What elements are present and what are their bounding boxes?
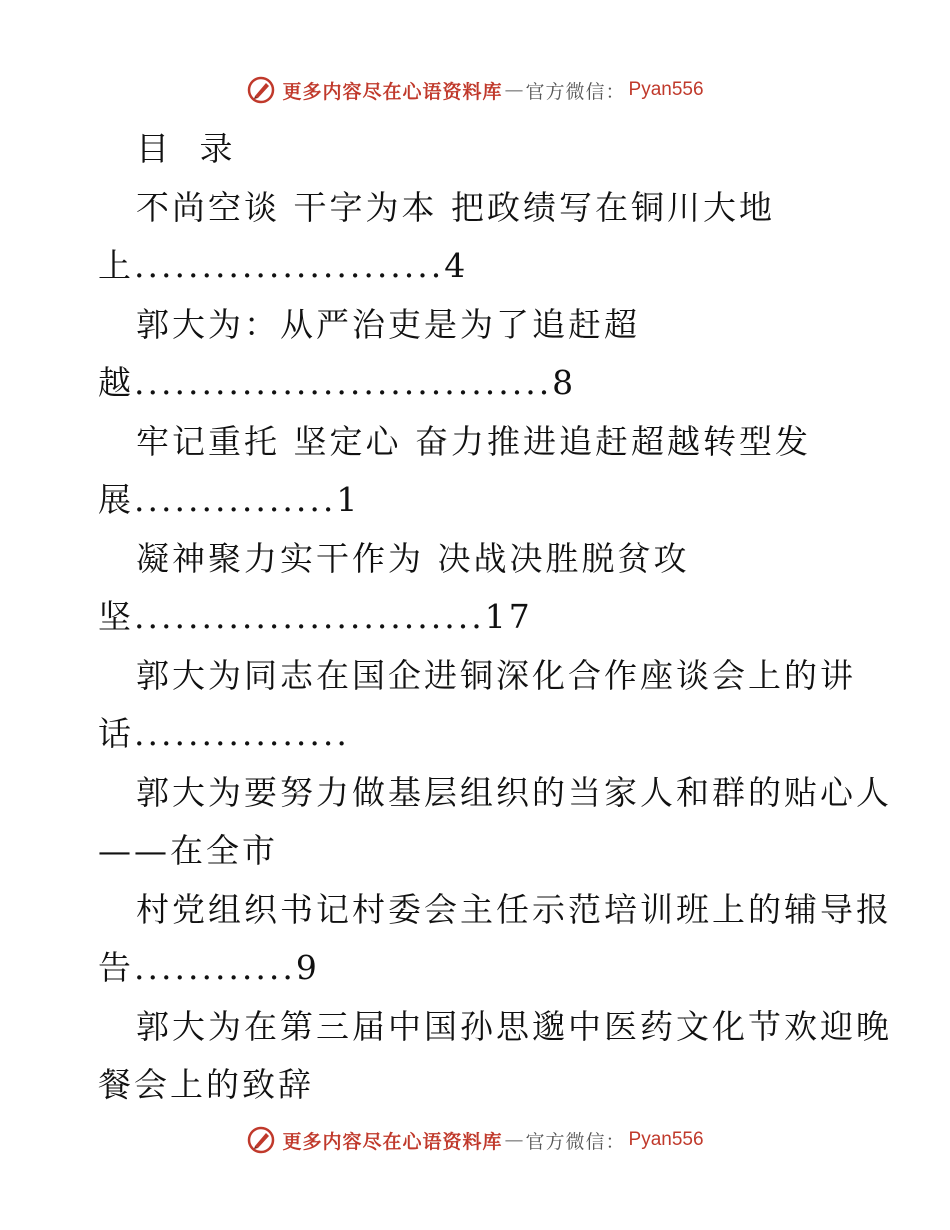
toc-entry-4-title: 凝神聚力实干作为 决战决胜脱贫攻 [136, 538, 690, 578]
banner-separator: — [504, 79, 524, 101]
pen-logo-icon [246, 75, 276, 105]
header-banner [0, 70, 950, 110]
banner-wechat-label: 官方微信 [525, 80, 606, 103]
banner-brand-text: 更多内容尽在心语资料库 [282, 80, 503, 103]
banner-brand-text: 更多内容尽在心语资料库 [282, 1130, 503, 1153]
toc-entry-7-title: 郭大为在第三届中国孙思邈中医药文化节欢迎晚 [136, 1006, 892, 1046]
toc-entry-5-title: 郭大为同志在国企进铜深化合作座谈会上的讲 [136, 655, 856, 695]
toc-entry-6-page: 告............9 [98, 948, 320, 987]
toc-entry-1-title: 不尚空谈 干字为本 把政绩写在铜川大地 [136, 187, 775, 227]
footer-banner [0, 1120, 950, 1160]
banner-wechat-id: Pyan556 [628, 79, 704, 100]
toc-entry-6-subtitle: ——在全市 [98, 831, 278, 870]
toc-entry-2-title: 郭大为：从严治吏是为了追赶超 [136, 304, 640, 344]
toc-entry-5-page: 话................ [98, 714, 350, 753]
toc-entry-3-title: 牢记重托 坚定心 奋力推进追赶超越转型发 [136, 421, 811, 461]
toc-entry-6-continued: 村党组织书记村委会主任示范培训班上的辅导报 [136, 889, 892, 929]
banner-wechat-label: 官方微信 [525, 1130, 606, 1153]
banner-colon: ： [605, 80, 625, 103]
toc-content [98, 120, 898, 1115]
toc-entry-6-title: 郭大为要努力做基层组织的当家人和群的贴心人 [136, 772, 892, 812]
banner-wechat-id: Pyan556 [628, 1129, 704, 1150]
toc-entry-4-page: 坚..........................17 [98, 597, 533, 636]
banner-colon: ： [605, 1130, 625, 1153]
toc-entry-3-page: 展...............1 [98, 480, 361, 519]
toc-title: 目 录 [136, 129, 243, 168]
pen-logo-icon [246, 1125, 276, 1155]
toc-entry-1-page: 上.......................4 [98, 246, 469, 285]
toc-entry-2-page: 越...............................8 [98, 363, 577, 402]
toc-entry-7-continued: 餐会上的致辞 [98, 1065, 314, 1104]
banner-separator: — [504, 1129, 524, 1151]
